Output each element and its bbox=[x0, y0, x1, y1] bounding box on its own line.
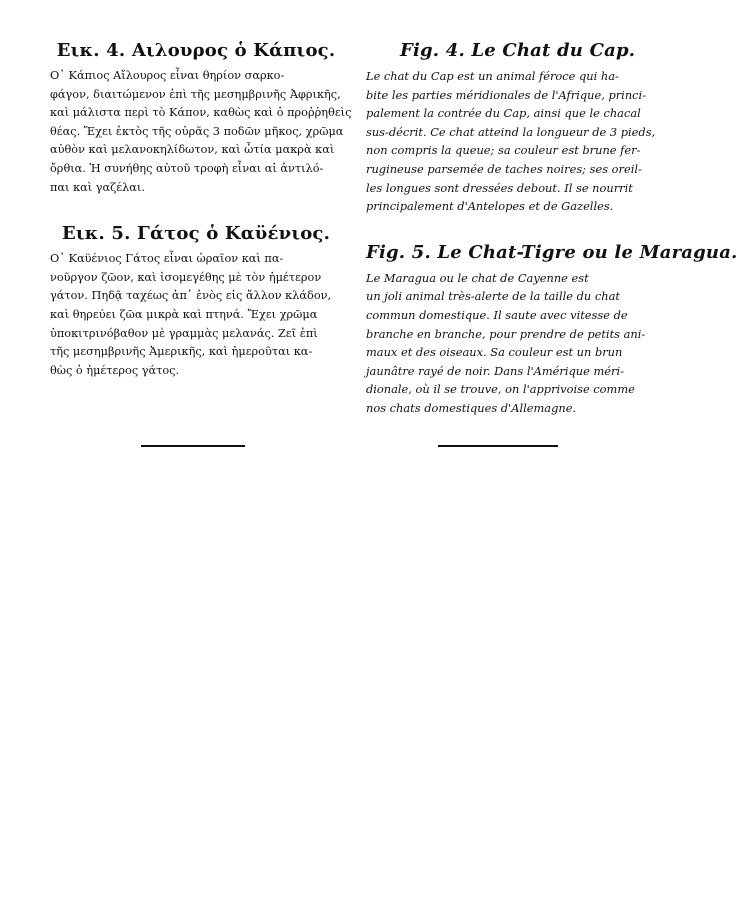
greek-fig4-line: καὶ μάλιστα περὶ τὸ Κάπον, καθὼς καὶ ὁ προῤῥηθεὶς bbox=[50, 106, 352, 120]
french-fig5-line: un joli animal très-alerte de la taille du chat bbox=[366, 289, 620, 304]
french-fig4-line: bite les parties méridionales de l'Afrique, princi- bbox=[366, 87, 647, 102]
right-divider-rule bbox=[438, 445, 558, 447]
greek-column bbox=[50, 40, 352, 380]
left-divider-rule bbox=[141, 445, 245, 447]
french-fig4-line: principalement d'Antelopes et de Gazelles. bbox=[366, 199, 614, 214]
greek-fig5-line: καὶ θηρεύει ζῶα μικρὰ καὶ πτηνά. Ἔχει χρῶμα bbox=[50, 307, 318, 321]
greek-fig4-section bbox=[50, 40, 352, 197]
greek-fig5-section bbox=[50, 223, 342, 380]
french-fig4-line: rugineuse parsemée de taches noires; ses oreil- bbox=[366, 161, 642, 176]
greek-fig4-heading: Εικ. 4. Αιλουρος ὁ Κάπιος. bbox=[56, 40, 336, 61]
greek-fig4-line: θέας. Ἔχει ἐκτὸς τῆς οὐρᾶς 3 ποδῶν μῆκος, χρῶμα bbox=[50, 124, 344, 138]
french-fig5-line: Le Maragua ou le chat de Cayenne est bbox=[366, 270, 589, 285]
french-fig4-line: sus-décrit. Ce chat atteind la longueur de 3 pieds, bbox=[366, 124, 656, 139]
french-fig5-heading: Fig. 5. Le Chat-Tigre ou le Maragua. bbox=[366, 241, 738, 263]
french-fig4-line: non compris la queue; sa couleur est brune fer- bbox=[366, 143, 641, 158]
french-fig4-line: palement la contrée du Cap, ainsi que le chacal bbox=[366, 106, 641, 121]
french-column bbox=[366, 40, 738, 418]
greek-fig5-line: Ο᾽ Καϋένιος Γάτος εἶναι ὡραῖον καὶ πα- bbox=[50, 252, 284, 266]
greek-fig4-line: ὄρθια. Ἡ συνήθης αὐτοῦ τροφὴ εἶναι αἱ ἀντιλό- bbox=[50, 161, 324, 175]
french-fig4-line: Le chat du Cap est un animal féroce qui ha- bbox=[366, 69, 619, 83]
french-fig5-section bbox=[366, 241, 738, 418]
french-fig5-line: jaunâtre rayé de noir. Dans l'Amérique méri- bbox=[366, 363, 624, 378]
greek-fig5-line: ὑποκιτρινόβαθον μὲ γραμμὰς μελανάς. Ζεῖ ἐπὶ bbox=[50, 326, 318, 340]
french-fig5-line: nos chats domestiques d'Allemagne. bbox=[366, 400, 577, 415]
greek-fig5-line: τῆς μεσημβρινῆς Ἀμερικῆς, καὶ ἡμεροῦται κα- bbox=[50, 345, 313, 359]
greek-fig5-line: νοῦργον ζῶον, καὶ ἰσομεγέθης μὲ τὸν ἡμέτερον bbox=[50, 270, 322, 284]
french-fig4-line: les longues sont dressées debout. Il se nourrit bbox=[366, 180, 633, 195]
greek-fig4-line: Ο᾽ Κάπιος Αἴλουρος εἶναι θηρίον σαρκο- bbox=[50, 69, 285, 82]
greek-fig5-heading: Εικ. 5. Γάτος ὁ Καϋένιος. bbox=[61, 223, 331, 245]
french-fig4-heading: Fig. 4. Le Chat du Cap. bbox=[400, 40, 636, 61]
greek-fig4-line: αὐθὸν καὶ μελανοκηλίδωτον, καὶ ὦτία μακρὰ καὶ bbox=[50, 143, 335, 157]
french-fig4-section bbox=[366, 40, 656, 216]
french-fig5-line: commun domestique. Il saute avec vitesse de bbox=[366, 307, 628, 322]
greek-fig4-line: φάγον, διαιτώμενον ἐπὶ τῆς μεσημβρινῆς Ἀφρικῆς, bbox=[50, 87, 341, 101]
french-fig5-line: branche en branche, pour prendre de petits ani- bbox=[366, 326, 646, 341]
french-fig5-line: maux et des oiseaux. Sa couleur est un brun bbox=[366, 345, 623, 360]
french-fig5-line: dionale, où il se trouve, on l'apprivoise comme bbox=[366, 382, 635, 397]
greek-fig5-line: γάτον. Πηδᾷ ταχέως ἀπ᾽ ἑνὸς εἰς ἄλλον κλάδον, bbox=[50, 289, 332, 303]
greek-fig4-line: παι καὶ γαζέλαι. bbox=[50, 180, 145, 194]
greek-fig5-line: θὼς ὁ ἡμέτερος γάτος. bbox=[50, 363, 180, 377]
